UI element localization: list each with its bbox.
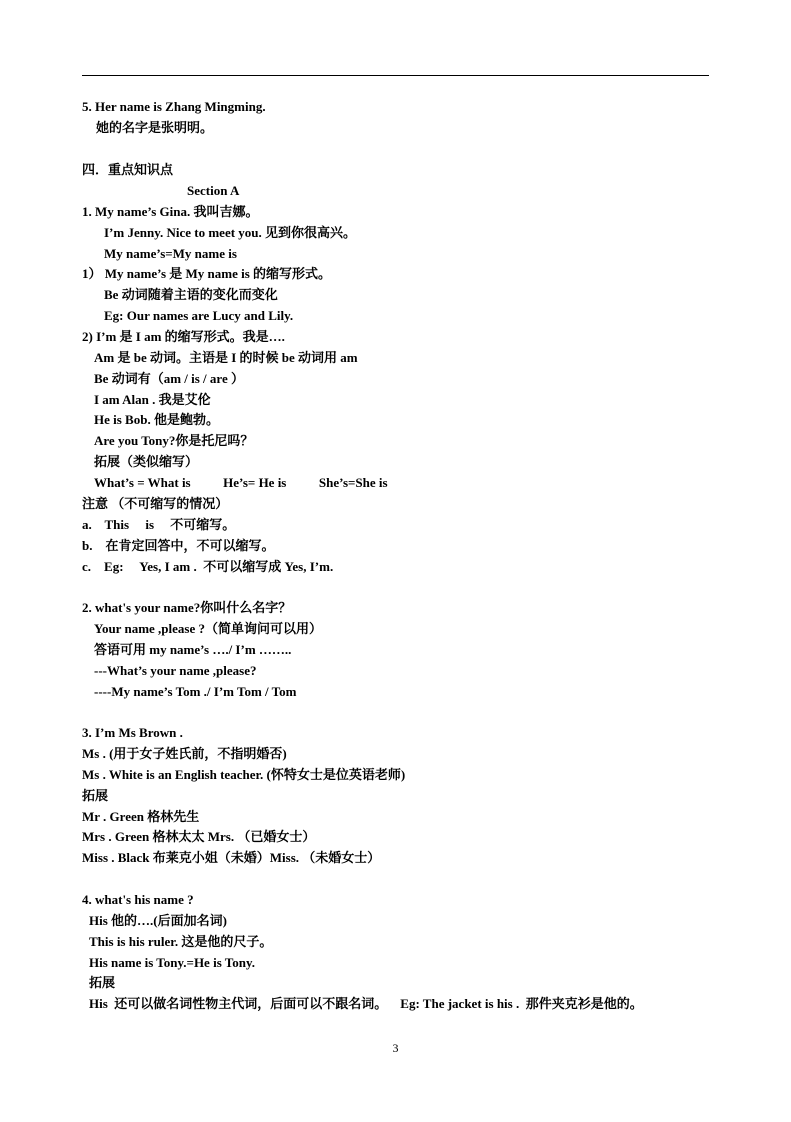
text-line: 1. My name’s Gina. 我叫吉娜。 bbox=[82, 204, 259, 219]
text-line: 2) I’m 是 I am 的缩写形式。我是…. bbox=[82, 329, 285, 344]
text-line: My name’s=My name is bbox=[104, 246, 237, 261]
text-line: 拓展（类似缩写） bbox=[94, 454, 199, 469]
text-line: Ms . White is an English teacher. (怀特女士是位英语老师) bbox=[82, 767, 406, 782]
page-number: 3 bbox=[392, 1041, 399, 1055]
text-line: 她的名字是张明明。 bbox=[96, 120, 214, 135]
text-line: Mr . Green 格林先生 bbox=[82, 809, 200, 824]
text-line: He is Bob. 他是鲍勃。 bbox=[94, 412, 219, 427]
text-line: b. 在肯定回答中，不可以缩写。 bbox=[82, 538, 275, 553]
text-line: Miss . Black 布莱克小姐（未婚）Miss. （未婚女士） bbox=[82, 850, 381, 865]
text-line: c. Eg: Yes, I am . 不可以缩写成 Yes, I’m. bbox=[82, 559, 334, 574]
text-line: This is his ruler. 这是他的尺子。 bbox=[89, 934, 273, 949]
text-line: Mrs . Green 格林太太 Mrs. （已婚女士） bbox=[82, 829, 316, 844]
text-line: 1） My name’s 是 My name is 的缩写形式。 bbox=[82, 266, 332, 281]
section-subheading: Section A bbox=[187, 183, 240, 198]
text-line: What’s = What is He’s= He is She’s=She is bbox=[94, 475, 388, 490]
text-line: Be 动词有（am / is / are ） bbox=[94, 371, 244, 386]
text-line: ----My name’s Tom ./ I’m Tom / Tom bbox=[94, 684, 297, 699]
text-line: I am Alan . 我是艾伦 bbox=[94, 392, 211, 407]
text-line: 4. what's his name ? bbox=[82, 892, 194, 907]
header-rule bbox=[82, 75, 709, 76]
text-line: 答语可用 my name’s …./ I’m …….. bbox=[94, 642, 292, 657]
text-line: 5. Her name is Zhang Mingming. bbox=[82, 99, 266, 114]
text-line: Be 动词随着主语的变化而变化 bbox=[104, 287, 278, 302]
text-line: His name is Tony.=He is Tony. bbox=[89, 955, 256, 970]
text-line: a. This is 不可缩写。 bbox=[82, 517, 236, 532]
text-line: 注意 （不可缩写的情况） bbox=[82, 496, 229, 511]
text-line: His 他的….(后面加名词) bbox=[89, 913, 227, 928]
section-heading: 四．重点知识点 bbox=[82, 162, 174, 177]
text-line: Am 是 be 动词。主语是 I 的时候 be 动词用 am bbox=[94, 350, 358, 365]
text-line: ---What’s your name ,please? bbox=[94, 663, 257, 678]
text-line: Your name ,please ?（简单询问可以用） bbox=[94, 621, 322, 636]
text-line: 3. I’m Ms Brown . bbox=[82, 725, 183, 740]
text-line: 2. what's your name?你叫什么名字？ bbox=[82, 600, 292, 615]
text-line: Are you Tony?你是托尼吗？ bbox=[94, 433, 254, 448]
text-line: 拓展 bbox=[82, 788, 109, 803]
text-line: Eg: Our names are Lucy and Lily. bbox=[104, 308, 294, 323]
text-line: His 还可以做名词性物主代词，后面可以不跟名词。 Eg: The jacket is his . 那件夹克衫是他的。 bbox=[89, 996, 643, 1011]
text-line: I’m Jenny. Nice to meet you. 见到你很高兴。 bbox=[104, 225, 357, 240]
text-line: Ms . (用于女子姓氏前，不指明婚否) bbox=[82, 746, 287, 761]
text-line: 拓展 bbox=[89, 975, 116, 990]
